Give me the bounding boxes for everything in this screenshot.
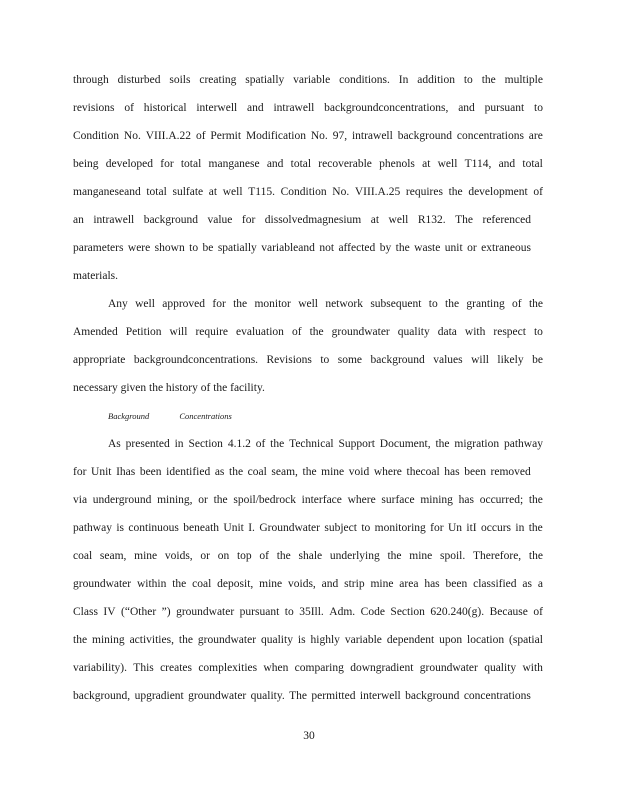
word: Any: [108, 298, 128, 310]
word: variable: [344, 634, 382, 646]
word: background: [397, 130, 452, 142]
word: of: [259, 550, 269, 562]
word: seam,: [99, 550, 127, 562]
word: spoil/bedrock: [233, 494, 296, 506]
paragraph-3-line: [73, 682, 543, 710]
word: granting: [466, 298, 505, 310]
word: being: [73, 158, 99, 170]
word: occurred;: [479, 494, 524, 506]
word: to: [284, 606, 294, 618]
word: to: [361, 522, 371, 534]
paragraph-2-line: [73, 318, 543, 346]
word: background,: [73, 690, 131, 702]
word: phenols: [379, 158, 415, 170]
paragraph-1-line: [73, 94, 543, 122]
paragraph-2-line: necessary given the history of the facility.: [73, 382, 265, 394]
paragraph-3-line: [73, 430, 543, 458]
word: multiple: [504, 74, 543, 86]
paragraph-3-line: [73, 542, 543, 570]
word: total: [290, 158, 312, 170]
word: the: [395, 242, 410, 254]
word: occurs: [481, 522, 512, 534]
word: mine: [259, 578, 283, 590]
word: in: [174, 438, 184, 450]
word: quality: [397, 326, 430, 338]
word: to: [189, 242, 199, 254]
word: at: [370, 214, 380, 226]
paragraph-1-line: [73, 206, 543, 234]
word: of: [291, 326, 302, 338]
word: where: [347, 494, 376, 506]
word: total: [180, 158, 202, 170]
word: VIII.A.22: [145, 130, 192, 142]
word: conditions.: [339, 74, 390, 86]
word: comparing: [294, 662, 344, 674]
paragraph-1-line: [73, 66, 543, 94]
word: been: [445, 578, 468, 590]
word: background: [143, 214, 198, 226]
word: by: [379, 242, 392, 254]
word: Amended: [73, 326, 118, 338]
word: of: [512, 298, 522, 310]
word: extraneous: [481, 242, 531, 254]
word: manganese: [208, 158, 260, 170]
word: the: [276, 550, 291, 562]
word: identified: [166, 466, 211, 478]
word: the: [528, 522, 543, 534]
word: not: [319, 242, 335, 254]
word: a: [537, 578, 543, 590]
word: at: [208, 186, 218, 198]
word: soils: [169, 74, 191, 86]
word: approved: [162, 298, 206, 310]
word: value: [207, 214, 233, 226]
word: Unit: [223, 522, 244, 534]
word: has: [458, 494, 474, 506]
word: upon: [439, 634, 463, 646]
word: Code: [360, 606, 385, 618]
word: mine: [134, 550, 158, 562]
word: at: [422, 158, 431, 170]
word: affected: [338, 242, 376, 254]
word: subject: [324, 522, 357, 534]
word: subsequent: [370, 298, 422, 310]
word: VIII.A.25: [354, 186, 401, 198]
word: well: [388, 214, 409, 226]
word: highly: [310, 634, 340, 646]
word: concentrations: [456, 130, 524, 142]
word: voids,: [288, 578, 316, 590]
word: be: [202, 242, 214, 254]
word: data: [437, 326, 457, 338]
word: variableand: [261, 242, 315, 254]
paragraph-3-line: [73, 458, 543, 486]
word: and: [321, 578, 339, 590]
word: (spatial: [509, 634, 543, 646]
word: been: [139, 466, 162, 478]
word: were: [127, 242, 151, 254]
word: to: [533, 326, 543, 338]
word: underground: [92, 494, 152, 506]
word: groundwater: [73, 578, 132, 590]
word: Support: [338, 438, 375, 450]
word: presented: [125, 438, 170, 450]
word: location: [467, 634, 505, 646]
word: the: [387, 550, 402, 562]
word: T115.: [248, 186, 275, 198]
word: mining,: [157, 494, 193, 506]
word: thecoal: [406, 466, 440, 478]
word: to: [320, 354, 330, 366]
word: Modification: [245, 130, 306, 142]
word: spoil.: [440, 550, 466, 562]
word: groundwater: [188, 690, 247, 702]
word: for: [212, 298, 226, 310]
word: pursuant: [239, 606, 280, 618]
word: evaluation: [236, 326, 284, 338]
word: groundwater: [419, 662, 478, 674]
word: surface: [381, 494, 415, 506]
word: backgroundconcentrations.: [133, 354, 259, 366]
word: 97,: [332, 130, 348, 142]
word: Document,: [379, 438, 431, 450]
word: interwell: [196, 102, 238, 114]
word: the: [435, 438, 450, 450]
word: sulfate: [172, 186, 204, 198]
word: IV: [103, 606, 116, 618]
word: are: [528, 130, 543, 142]
word: values: [433, 354, 463, 366]
word: is: [116, 522, 125, 534]
word: quality.: [250, 690, 285, 702]
word: for: [73, 466, 87, 478]
word: Groundwater: [259, 522, 320, 534]
word: total: [146, 186, 167, 198]
word: Revisions: [266, 354, 312, 366]
word: seam,: [271, 466, 298, 478]
word: likely: [497, 354, 524, 366]
word: mine: [409, 550, 433, 562]
word: been: [464, 466, 486, 478]
word: 620.240(g).: [430, 606, 485, 618]
word: will: [471, 354, 489, 366]
word: intrawell: [93, 214, 135, 226]
word: mining: [420, 494, 453, 506]
word: and: [498, 158, 516, 170]
word: mine: [370, 578, 394, 590]
word: activities,: [129, 634, 174, 646]
word: the: [309, 326, 324, 338]
word: creating: [199, 74, 237, 86]
word: total: [522, 158, 543, 170]
word: quality: [261, 634, 293, 646]
word: well: [135, 298, 155, 310]
paragraph-3-line: [73, 626, 543, 654]
word: Because: [489, 606, 528, 618]
word: the: [528, 298, 543, 310]
word: an: [73, 214, 84, 226]
word: with: [522, 662, 543, 674]
word: the: [178, 634, 193, 646]
word: The: [289, 690, 308, 702]
word: This: [133, 662, 154, 674]
paragraph-3-line: [73, 570, 543, 598]
word: of: [255, 438, 266, 450]
word: intrawell: [351, 130, 393, 142]
word: will: [169, 326, 188, 338]
word: the: [213, 494, 228, 506]
word: and: [266, 158, 284, 170]
word: backgroundconcentrations,: [324, 102, 449, 114]
paragraph-1-line: [73, 178, 543, 206]
word: Un: [447, 522, 463, 534]
word: the: [448, 186, 463, 198]
word: migration: [454, 438, 500, 450]
word: as: [522, 578, 532, 590]
word: through: [73, 74, 109, 86]
word: interface: [301, 494, 342, 506]
word: background: [405, 690, 460, 702]
word: deposit,: [217, 578, 254, 590]
word: has: [424, 578, 440, 590]
word: addition: [417, 74, 455, 86]
word: or: [200, 550, 210, 562]
word: downgradient: [350, 662, 414, 674]
word: Adm.: [329, 606, 356, 618]
word: historical: [143, 102, 187, 114]
word: upgradient: [134, 690, 184, 702]
word: interwell: [359, 690, 401, 702]
paragraph-3-line: [73, 654, 543, 682]
word: well: [222, 186, 243, 198]
word: pathway: [73, 522, 112, 534]
word: require: [195, 326, 229, 338]
word: pathway: [503, 438, 543, 450]
word: groundwater: [176, 606, 235, 618]
word: removed: [490, 466, 531, 478]
word: variability).: [73, 662, 127, 674]
word: coal: [73, 550, 93, 562]
section-heading: [73, 402, 543, 430]
word: Therefore,: [472, 550, 522, 562]
word: coal: [192, 578, 212, 590]
paragraph-2-line: [73, 290, 543, 318]
word: Class: [73, 606, 98, 618]
word: area: [399, 578, 419, 590]
word: shale: [298, 550, 323, 562]
word: the: [172, 578, 187, 590]
word: As: [108, 438, 121, 450]
word: via: [73, 494, 88, 506]
word: No.: [123, 130, 141, 142]
paragraph-1-line: [73, 150, 543, 178]
word: be: [532, 354, 543, 366]
word: 35Ill.: [299, 606, 324, 618]
word: development: [468, 186, 528, 198]
word: itI: [466, 522, 477, 534]
word: Condition: [73, 130, 120, 142]
word: as: [214, 466, 225, 478]
paragraph-1: [73, 66, 543, 290]
word: Petition: [125, 326, 162, 338]
word: and: [247, 102, 264, 114]
word: of: [533, 606, 543, 618]
word: well: [298, 298, 319, 310]
paragraph-3-line: [73, 514, 543, 542]
heading-word: Background: [108, 411, 150, 421]
word: beneath: [183, 522, 220, 534]
word: The: [455, 214, 473, 226]
word: monitor: [254, 298, 291, 310]
word: permitted: [311, 690, 356, 702]
word: well: [437, 158, 458, 170]
page-number: 30: [303, 730, 315, 742]
word: appropriate: [73, 354, 126, 366]
word: top: [236, 550, 252, 562]
word: the: [302, 466, 317, 478]
word: R132.: [417, 214, 446, 226]
paragraph-1-line: materials.: [73, 270, 119, 282]
word: on: [217, 550, 230, 562]
paragraph-3-line: [73, 486, 543, 514]
heading-word: Concentrations: [179, 411, 232, 421]
word: or: [198, 494, 208, 506]
paragraph-3: [73, 430, 543, 710]
word: I.: [248, 522, 255, 534]
word: of: [533, 186, 543, 198]
word: of: [195, 130, 206, 142]
word: manganeseand: [73, 186, 141, 198]
word: developed: [105, 158, 154, 170]
word: coal: [247, 466, 267, 478]
word: of: [124, 102, 134, 114]
word: has: [444, 466, 460, 478]
word: dissolvedmagnesium: [264, 214, 362, 226]
paragraph-2-line: [73, 346, 543, 374]
word: recoverable: [318, 158, 372, 170]
word: mining: [92, 634, 125, 646]
word: respect: [493, 326, 526, 338]
word: complexities: [198, 662, 258, 674]
word: background: [370, 354, 425, 366]
word: mine: [321, 466, 345, 478]
word: the: [528, 550, 543, 562]
word: the: [270, 438, 285, 450]
word: is: [297, 634, 306, 646]
word: for: [160, 158, 174, 170]
word: Section: [188, 438, 223, 450]
word: waste: [414, 242, 441, 254]
word: the: [528, 494, 543, 506]
word: when: [263, 662, 289, 674]
word: revisions: [73, 102, 115, 114]
word: with: [464, 326, 486, 338]
word: the: [229, 466, 244, 478]
word: variable: [293, 74, 331, 86]
word: within: [136, 578, 167, 590]
word: the: [445, 298, 460, 310]
word: underlying: [329, 550, 380, 562]
word: shown: [154, 242, 185, 254]
word: or: [467, 242, 477, 254]
word: for: [430, 522, 444, 534]
word: where: [373, 466, 402, 478]
word: continuous: [128, 522, 179, 534]
word: dependent: [386, 634, 435, 646]
word: for: [241, 214, 256, 226]
word: ”): [161, 606, 171, 618]
word: Unit: [91, 466, 112, 478]
word: Section: [390, 606, 425, 618]
word: to: [463, 74, 473, 86]
word: parameters: [73, 242, 124, 254]
word: groundwater: [197, 634, 257, 646]
word: (“Other: [121, 606, 157, 618]
word: disturbed: [117, 74, 161, 86]
word: to: [534, 102, 543, 114]
word: the: [481, 74, 496, 86]
word: monitoring: [374, 522, 426, 534]
paragraph-1-line: [73, 234, 543, 262]
word: unit: [444, 242, 463, 254]
word: Permit: [210, 130, 242, 142]
word: quality: [484, 662, 517, 674]
word: voids,: [164, 550, 193, 562]
word: requires: [405, 186, 443, 198]
word: concentrations: [463, 690, 531, 702]
word: T114,: [464, 158, 492, 170]
word: void: [348, 466, 370, 478]
word: in: [515, 522, 525, 534]
word: Technical: [289, 438, 334, 450]
word: 4.1.2: [227, 438, 251, 450]
word: No.: [310, 130, 328, 142]
word: spatially: [217, 242, 257, 254]
word: the: [233, 298, 248, 310]
word: and: [458, 102, 475, 114]
paragraph-1-line: [73, 122, 543, 150]
word: In: [398, 74, 409, 86]
word: strip: [344, 578, 365, 590]
word: pursuant: [484, 102, 525, 114]
word: creates: [160, 662, 192, 674]
word: the: [73, 634, 88, 646]
paragraph-2: [73, 290, 543, 402]
word: to: [428, 298, 438, 310]
word: classified: [473, 578, 517, 590]
word: network: [325, 298, 364, 310]
document-page: [73, 66, 543, 710]
word: No.: [332, 186, 350, 198]
word: Ihas: [116, 466, 136, 478]
word: Condition: [280, 186, 327, 198]
word: intrawell: [273, 102, 315, 114]
word: some: [337, 354, 363, 366]
word: spatially: [245, 74, 285, 86]
word: referenced: [482, 214, 531, 226]
paragraph-3-line: [73, 598, 543, 626]
word: groundwater: [331, 326, 390, 338]
